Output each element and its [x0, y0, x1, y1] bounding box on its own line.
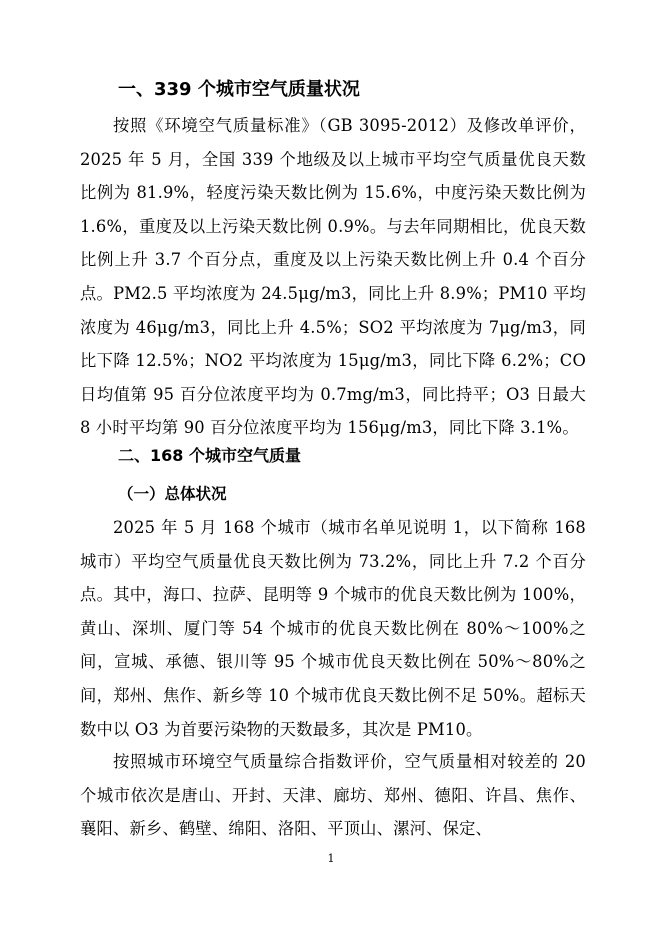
page-number: 1 — [327, 852, 335, 865]
section-2-paragraph-1: 2025 年 5 月 168 个城市（城市名单见说明 1，以下简称 168 城市）平均空气质量优良天数比例为 73.2%，同比上升 7.2 个百分点。其中，海口、拉萨、昆明等 9 个城市的优良天数比例为 100%，黄山、深圳、厦门等 54 个城市的优良天数比例在 80%～100%之间，宣城、承德、银川等 95 个城市优良天数比例在 50%～80%之间，郑州、焦作、新乡等 10 个城市优良天数比例不足 50%。超标天数中以 O3 为首要污染物的天数最多，其次是 PM10。 — [80, 518, 586, 739]
section-2-heading: 二、168 个城市空气质量 — [118, 446, 301, 465]
section-1-paragraph: 按照《环境空气质量标准》（GB 3095-2012）及修改单评价，2025 年 5 月，全国 339 个地级及以上城市平均空气质量优良天数比例为 81.9%，轻度污染天数比例为 15.6%，中度污染天数比例为 1.6%，重度及以上污染天数比例 0.9%。与去年同期相比，优良天数比例上升 3.7 个百分点，重度及以上污染天数比例上升 0.4 个百分点。PM2.5 平均浓度为 24.5μg/m3，同比上升 8.9%；PM10 平均浓度为 46μg/m3，同比上升 4.5%；SO2 平均浓度为 7μg/m3，同比下降 12.5%；NO2 平均浓度为 15μg/m3，同比下降 6.2%；CO 日均值第 95 百分位浓度平均为 0.7mg/m3，同比持平；O3 日最大 8 小时平均第 90 百分位浓度平均为 156μg/m3，同比下降 3.1%。 — [80, 116, 586, 438]
section-2-paragraph-2: 按照城市环境空气质量综合指数评价，空气质量相对较差的 20 个城市依次是唐山、开封、天津、廊坊、郑州、德阳、许昌、焦作、襄阳、新乡、鹤壁、绵阳、洛阳、平顶山、漯河、保定、 — [80, 752, 586, 839]
section-2-subheading: （一）总体状况 — [118, 485, 227, 503]
section-1-heading: 一、339 个城市空气质量状况 — [118, 79, 360, 100]
